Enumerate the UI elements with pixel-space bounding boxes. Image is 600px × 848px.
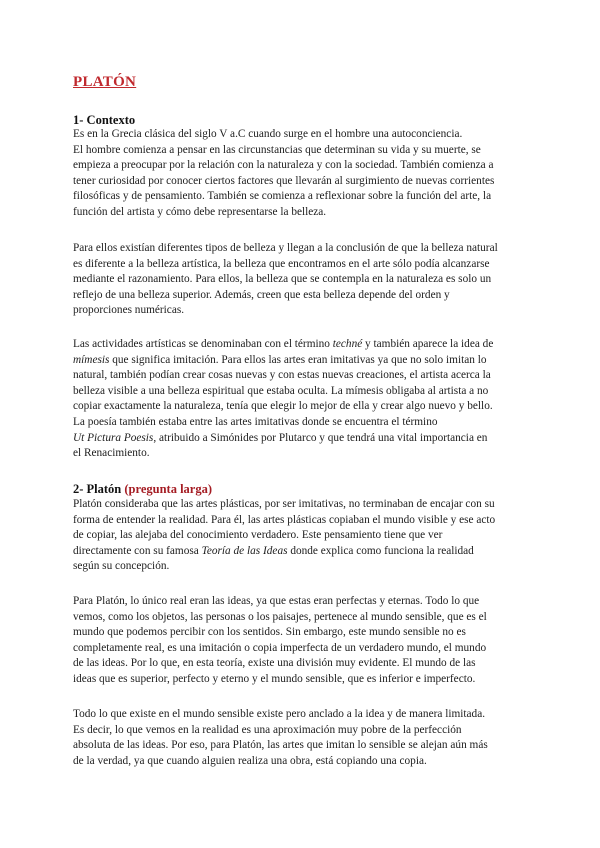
text-line: según su concepción. — [73, 560, 170, 573]
text-line: reflejo de una belleza superior. Además, creen que esta belleza depende del orden y — [73, 288, 450, 301]
text-line: mímesis que significa imitación. Para ellos las artes eran imitativas ya que no solo imitan lo — [73, 353, 487, 366]
text-line: de copiar, las alejaba del conocimiento verdadero. Este pensamiento tiene que ver — [73, 529, 443, 542]
term-teoria-ideas: Teoría de las Ideas — [201, 544, 288, 557]
text-line: Platón consideraba que las artes plásticas, por ser imitativas, no terminaban de encajar con su — [73, 498, 495, 510]
paragraph — [73, 707, 533, 769]
text-line: El hombre comienza a pensar en las circunstancias que determinan su vida y su muerte, se — [73, 143, 481, 156]
term-ut-pictura-poesis: Ut Pictura Poesis — [73, 431, 154, 444]
paragraph — [73, 127, 533, 221]
text-line: La poesía también estaba entre las artes imitativas donde se encuentra el término — [73, 415, 438, 428]
text-line: de la verdad, ya que cuando alguien realiza una obra, está copiando una copia. — [73, 754, 427, 767]
text-line: Ut Pictura Poesis, atribuido a Simónides por Plutarco y que tendrá una vital importancia en — [73, 431, 488, 444]
paragraph — [73, 497, 533, 575]
text-line: vemos, como los objetos, las personas o los paisajes, pertenece al mundo sensible, que es el — [73, 610, 487, 623]
text-line: mediante el razonamiento. Para ellos, la belleza que se contempla en la naturaleza es solo un — [73, 273, 492, 286]
section-heading-platon: 2- Platón (pregunta larga) — [73, 482, 213, 496]
text-line: copiar exactamente la naturaleza, tenía que elegir lo mejor de ella y crear algo nuevo y bello. — [73, 400, 493, 413]
text-line: absoluta de las ideas. Por eso, para Platón, las artes que imitan lo sensible se alejan aún más — [73, 739, 488, 752]
text-line: el Renacimiento. — [73, 447, 150, 460]
text-line: Todo lo que existe en el mundo sensible existe pero anclado a la idea y de manera limitada. — [73, 708, 486, 720]
text-line: proporciones numéricas. — [73, 304, 185, 317]
heading-note: (pregunta larga) — [124, 482, 213, 496]
text-line: Es en la Grecia clásica del siglo V a.C cuando surge en el hombre una autoconciencia. — [73, 128, 463, 140]
section-heading-contexto: 1- Contexto — [73, 113, 136, 127]
text-line: tener curiosidad por conocer ciertos factores que llevarán al surgimiento de nuevas corrientes — [73, 174, 495, 187]
text-line: forma de entender la realidad. Para él, las artes plásticas copiaban el mundo visible y ese acto — [73, 513, 496, 526]
paragraph — [73, 337, 533, 462]
text-line: Para ellos existían diferentes tipos de belleza y llegan a la conclusión de que la belleza natural — [73, 242, 498, 254]
page-title: PLATÓN — [73, 74, 137, 90]
text-line: función del artista y cómo debe representarse la belleza. — [73, 205, 327, 218]
text-line: Para Platón, lo único real eran las ideas, ya que estas eran perfectas y eternas. Todo lo que — [73, 595, 480, 607]
text-line: de las ideas. Por lo que, en esta teoría, existe una división muy evidente. El mundo de las — [73, 657, 476, 670]
text-line: Es decir, lo que vemos en la realidad es una aproximación muy pobre de la perfección — [73, 723, 462, 736]
text-line: Las actividades artísticas se denominaban con el término techné y también aparece la idea de — [73, 338, 494, 350]
text-line: mundo que podemos percibir con los sentidos. Sin embargo, este mundo sensible no es — [73, 626, 466, 639]
text-line: belleza visible a una belleza espiritual que estaba oculta. La mímesis obligaba al artista a no — [73, 384, 489, 397]
text-line: es diferente a la belleza artística, la belleza que encontramos en el arte sólo podía alcanzarse — [73, 257, 490, 270]
paragraph — [73, 241, 533, 319]
term-mimesis: mímesis — [73, 353, 110, 366]
text-line: completamente real, es una imitación o copia imperfecta de un verdadero mundo, el mundo — [73, 641, 487, 654]
term-techne: techné — [332, 338, 363, 350]
text-line: empieza a preocupar por la relación con la naturaleza y con la sociedad. También comienza a — [73, 159, 494, 172]
text-line: natural, también podían crear cosas nuevas y con estas nuevas creaciones, el artista acerca la — [73, 369, 491, 382]
text-line: filosóficas y de pensamiento. También se comienza a reflexionar sobre la función del arte, la — [73, 190, 492, 203]
text-line: directamente con su famosa Teoría de las Ideas donde explica como funciona la realidad — [73, 544, 474, 557]
text-line: ideas que es superior, perfecto y eterno y el mundo sensible, que es inferior e imperfecto. — [73, 672, 476, 685]
paragraph — [73, 594, 533, 688]
